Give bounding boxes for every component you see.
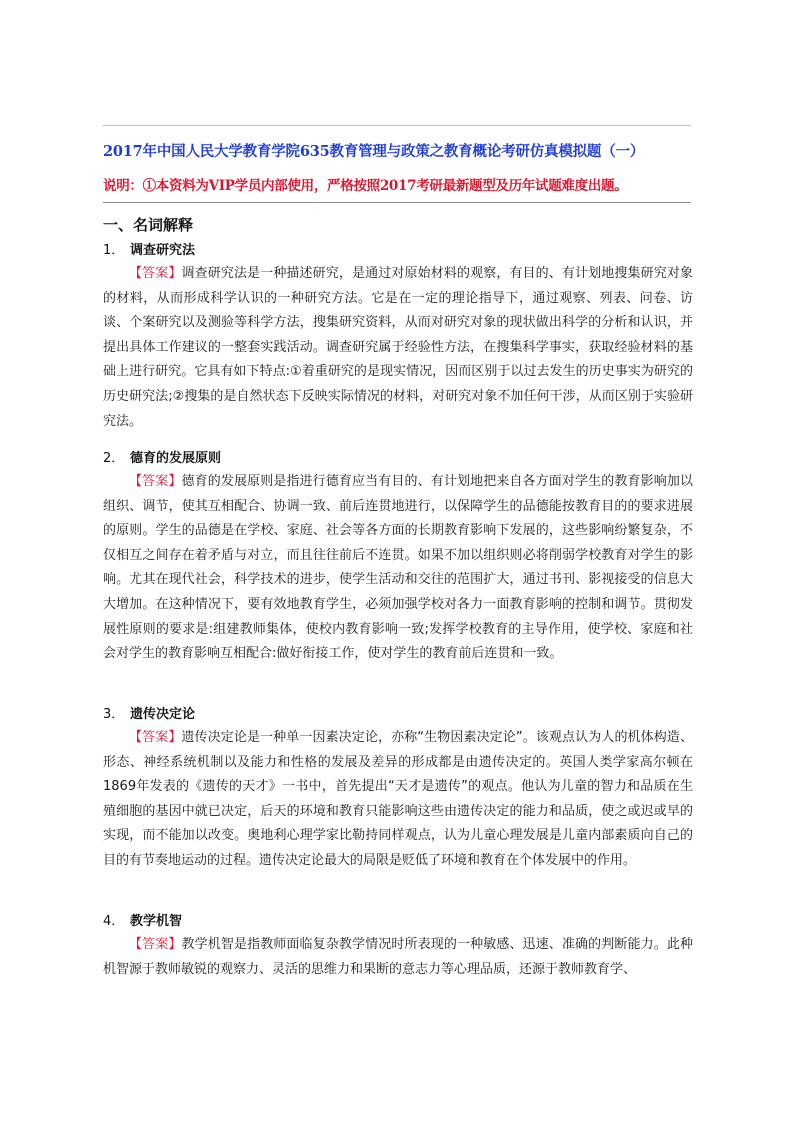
answer-tag: 【答案】 — [129, 266, 182, 281]
answer-paragraph — [103, 470, 693, 667]
section-heading: 一、名词解释 — [103, 216, 194, 234]
document-note: 说明：①本资料为VIP学员内部使用，严格按照2017考研最新题型及历年试题难度出题。 — [103, 178, 628, 194]
answer-paragraph — [103, 726, 693, 874]
term-name: 教学机智 — [130, 914, 183, 929]
answer-tag: 【答案】 — [129, 730, 182, 745]
term-heading — [103, 704, 693, 726]
term-number: 3． — [103, 707, 125, 722]
answer-paragraph — [103, 262, 693, 434]
answer-text: 德育的发展原则是指进行德育应当有目的、有计划地把来自各方面对学生的教育影响加以组织、调节，使其互相配合、协调一致、前后连贯地进行，以保障学生的品德能按教育目的的要求进展的原则。学生的品德是在学校、家庭、社会等各方面的长期教育影响下发展的，这些影响纷繁复杂，不仅相互之间存在着矛盾与对立，而且往往前后不连贯。如果不加以组织则必将削弱学校教育对学生的影响。尤其在现代社会，科学技术的进步，使学生活动和交往的范围扩大，通过书刊、影视接受的信息大大增加。在这种情况下，要有效地教育学生，必须加强学校对各力一面教育影响的控制和调节。贯彻发展性原则的要求是:组建教师集体，使校内教育影响一致;发挥学校教育的主导作用，使学校、家庭和社会对学生的教育影响互相配合:做好衔接工作，使对学生的教育前后连贯和一致。 — [103, 474, 693, 662]
term-heading — [103, 911, 693, 933]
term-item — [103, 911, 693, 982]
term-heading — [103, 448, 693, 470]
term-name: 遗传决定论 — [130, 707, 196, 722]
term-number: 2． — [103, 451, 125, 466]
term-item — [103, 240, 693, 434]
answer-text: 教学机智是指教师面临复杂教学情况时所表现的一种敏感、迅速、准确的判断能力。此种机智源于教师敏锐的观察力、灵活的思维力和果断的意志力等心理品质，还源于教师教育学、 — [103, 937, 693, 977]
answer-text: 调查研究法是一种描述研究，是通过对原始材料的观察，有目的、有计划地搜集研究对象的材料，从而形成科学认识的一种研究方法。它是在一定的理论指导下，通过观察、列表、问卷、访谈、个案研究以及测验等科学方法，搜集研究资料，从而对研究对象的现状做出科学的分析和认识，并提出具体工作建议的一整套实践活动。调查研究属于经验性方法，在搜集科学事实，获取经验材料的基础上进行研究。它具有如下特点:①着重研究的是现实情况，因而区别于以过去发生的历史事实为研究的历史研究法;②搜集的是自然状态下反映实际情况的材料，对研究对象不加任何干涉，从而区别于实验研究法。 — [103, 266, 693, 429]
answer-tag: 【答案】 — [129, 474, 182, 489]
term-number: 1． — [103, 243, 125, 258]
document-title: 2017年中国人民大学教育学院635教育管理与政策之教育概论考研仿真模拟题（一） — [103, 143, 645, 160]
term-item — [103, 448, 693, 667]
answer-paragraph — [103, 933, 693, 982]
top-rule — [103, 125, 691, 126]
term-number: 4． — [103, 914, 125, 929]
term-name: 德育的发展原则 — [130, 451, 222, 466]
term-heading — [103, 240, 693, 262]
term-name: 调查研究法 — [130, 243, 196, 258]
answer-tag: 【答案】 — [129, 937, 182, 952]
term-item — [103, 704, 693, 874]
header-rule — [103, 202, 691, 203]
answer-text: 遗传决定论是一种单一因素决定论，亦称“生物因素决定论”。该观点认为人的机体构造、形态、神经系统机制以及能力和性格的发展及差异的形成都是由遗传决定的。英国人类学家高尔顿在1869年发表的《遗传的天才》一书中，首先提出“天才是遗传”的观点。他认为儿童的智力和品质在生殖细胞的基因中就已决定，后天的环境和教育只能影响这些由遗传决定的能力和品质，使之或迟或早的实现，而不能加以改变。奥地利心理学家比勒持同样观点，认为儿童心理发展是儿童内部素质向自己的目的有节奏地运动的过程。遗传决定论最大的局限是贬低了环境和教育在个体发展中的作用。 — [103, 730, 693, 868]
